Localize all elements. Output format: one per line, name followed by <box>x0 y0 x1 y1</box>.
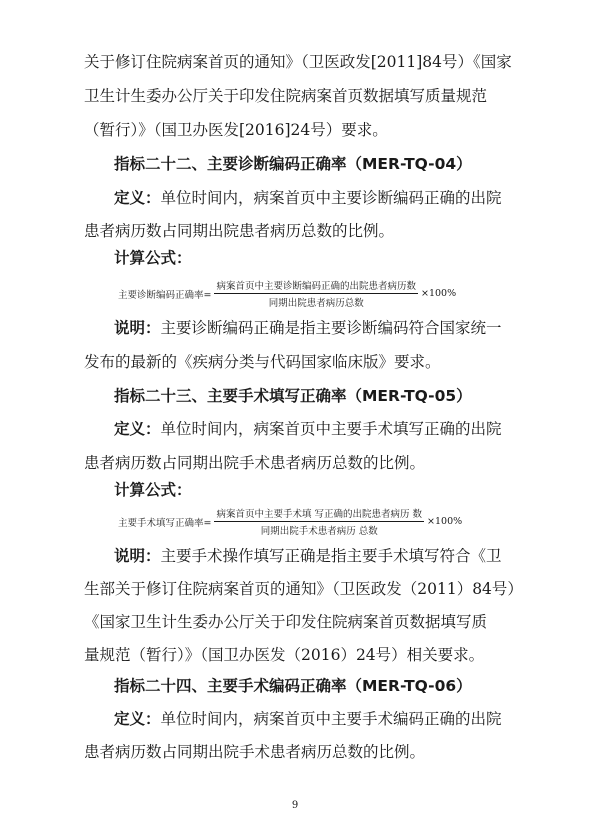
note-line: 生部关于修订住院病案首页的通知》（卫医政发（2011）84号） <box>84 580 523 598</box>
formula <box>118 506 462 537</box>
note-text: 主要手术操作填写正确是指主要手术填写符合《卫 <box>160 547 502 565</box>
definition-line: 患者病历数占同期出院手术患者病历总数的比例。 <box>84 454 426 472</box>
formula-fraction <box>214 506 424 537</box>
note-line <box>114 318 502 338</box>
formula-multiplier: ×100% <box>427 516 463 527</box>
note-line: 量规范（暂行）》（国卫办医发（2016）24号）相关要求。 <box>84 646 485 664</box>
note-label: 说明： <box>114 547 161 565</box>
definition-text: 单位时间内，病案首页中主要手术填写正确的出院 <box>160 420 502 438</box>
section-heading: 指标二十三、主要手术填写正确率（MER-TQ-05） <box>114 387 472 405</box>
formula-label: 计算公式： <box>114 249 192 267</box>
note-line <box>114 546 502 566</box>
definition-line <box>114 709 502 729</box>
definition-line <box>114 419 502 439</box>
note-text: 主要诊断编码正确是指主要诊断编码符合国家统一 <box>160 319 502 337</box>
formula-lhs: 主要诊断编码正确率= <box>118 289 212 301</box>
formula-numerator: 病案首页中主要手术填 写正确的出院患者病历 数 <box>214 506 424 522</box>
paragraph-line: 关于修订住院病案首页的通知》（卫医政发[2011]84号）《国家 <box>84 53 512 71</box>
paragraph-line: 卫生计生委办公厅关于印发住院病案首页数据填写质量规范 <box>84 87 488 105</box>
page-number: 9 <box>291 800 299 811</box>
formula-label: 计算公式： <box>114 481 192 499</box>
definition-label: 定义： <box>114 189 161 207</box>
formula-fraction <box>214 278 418 309</box>
formula-denominator: 同期出院患者病历总数 <box>268 298 364 309</box>
section-heading: 指标二十四、主要手术编码正确率（MER-TQ-06） <box>114 677 472 695</box>
formula <box>118 278 456 309</box>
paragraph-line: （暂行）》（国卫办医发[2016]24号）要求。 <box>84 121 388 139</box>
note-line: 《国家卫生计生委办公厅关于印发住院病案首页数据填写质 <box>84 613 488 631</box>
note-label: 说明： <box>114 319 161 337</box>
definition-line: 患者病历数占同期出院手术患者病历总数的比例。 <box>84 743 426 761</box>
formula-denominator: 同期出院手术患者病历 总数 <box>260 526 378 537</box>
definition-text: 单位时间内，病案首页中主要手术编码正确的出院 <box>160 710 502 728</box>
formula-multiplier: ×100% <box>420 288 457 299</box>
note-line: 发布的最新的《疾病分类与代码国家临床版》要求。 <box>84 353 441 371</box>
definition-label: 定义： <box>114 420 161 438</box>
definition-label: 定义： <box>114 710 161 728</box>
formula-lhs: 主要手术填写正确率= <box>118 517 212 529</box>
definition-line: 患者病历数占同期出院患者病历总数的比例。 <box>84 222 395 240</box>
definition-text: 单位时间内，病案首页中主要诊断编码正确的出院 <box>160 189 502 207</box>
formula-numerator: 病案首页中主要诊断编码正确的出院患者病历数 <box>214 278 418 294</box>
definition-line <box>114 188 502 208</box>
section-heading: 指标二十二、主要诊断编码正确率（MER-TQ-04） <box>114 155 472 173</box>
